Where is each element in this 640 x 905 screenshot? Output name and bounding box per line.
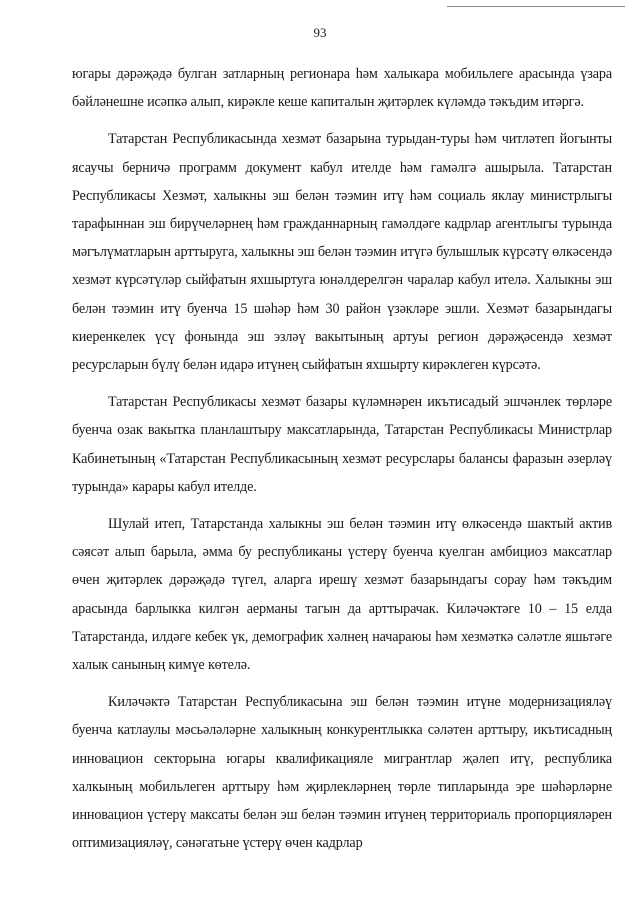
paragraph-policy-summary: Шулай итеп, Татарстанда халыкны эш белән тәэмин итү өлкәсендә шактый актив сәясәт алып барыла, әмма бу республиканы үстерү буенча куелган амбициоз максатлар өчен җитәрлек дәрәҗәдә түгел, аларга ирешү хезмәт базарындагы сорау һәм тәкъдим арасында барлыкка килгән аерманы тагын да арттырачак. Киләчәктәге 10 – 15 елда Татарстанда, илдәге кебек үк, демографик хәлнең начараюы һәм хезмәткә сәләтле яшьтәге халык санының кимүе көтелә. <box>72 516 612 674</box>
body-text <box>72 60 612 857</box>
paragraph-labor-planning: Татарстан Республикасы хезмәт базары күләмнәрен икътисадый эшчәнлек төрләре буенча озак вакытка планлаштыру максатларында, Татарстан Республикасы Министрлар Кабинетының «Татарстан Республикасының хезмәт ресурслары балансы фаразын әзерләү турында» карары кабул ителде. <box>72 394 612 495</box>
header-rule <box>447 6 625 7</box>
page-number: 93 <box>313 25 327 40</box>
paragraph-future-tasks: Киләчәктә Татарстан Республикасына эш белән тәэмин итүне модернизацияләү буенча катлаулы мәсьәләләрне халыкның конкурентлыкка сәләтен арттыру, икътисадның инновацион секторына югары квалификацияле мигрантлар җәлеп итү, республика халкының мобильлеген арттыру һәм җирлекләрнең төрле типларында эре шәһәрләрне инновацион үстерү максаты белән эш белән тәэмин итүнең территориаль пропорцияләрен оптимизацияләү, сәнәгатьне үстерү өчен кадрлар <box>72 694 612 852</box>
paragraph-programs: Татарстан Республикасында хезмәт базарына турыдан-туры һәм читләтеп йогынты ясаучы берничә программ документ кабул ителде һәм гамәлгә ашырыла. Татарстан Республикасы Хезмәт, халыкны эш белән тәэмин итү һәм социаль яклау министрлыгы тарафыннан эш бирүчеләрнең һәм гражданнарның гамәлдәге кадрлар агентлыгы турында мәгълүматларын арттыруга, халыкны эш белән тәэмин итүгә булышлык күрсәтү өлкәсендә хезмәт күрсәтүләр сыйфатын яхшыртуга юнәлдерелгән чаралар кабул ителә. Халыкны эш белән тәэмин итү буенча 15 шәһәр һәм 30 район үзәкләре эшли. Хезмәт базарындагы киеренкелек үсү фонында эш эзләү вакытының артуы регион дәрәҗәсендә хезмәт ресурсларын бүлү белән идарә итүнең сыйфатын яхшырту кирәклеген күрсәтә. <box>72 131 612 374</box>
paragraph-continuation: югары дәрәҗәдә булган затларның регионара һәм халыкара мобильлеге арасында үзара бәйләнешне исәпкә алып, кирәкле кеше капиталын җитәрлек күләмдә тәкъдим итәргә. <box>72 66 612 111</box>
